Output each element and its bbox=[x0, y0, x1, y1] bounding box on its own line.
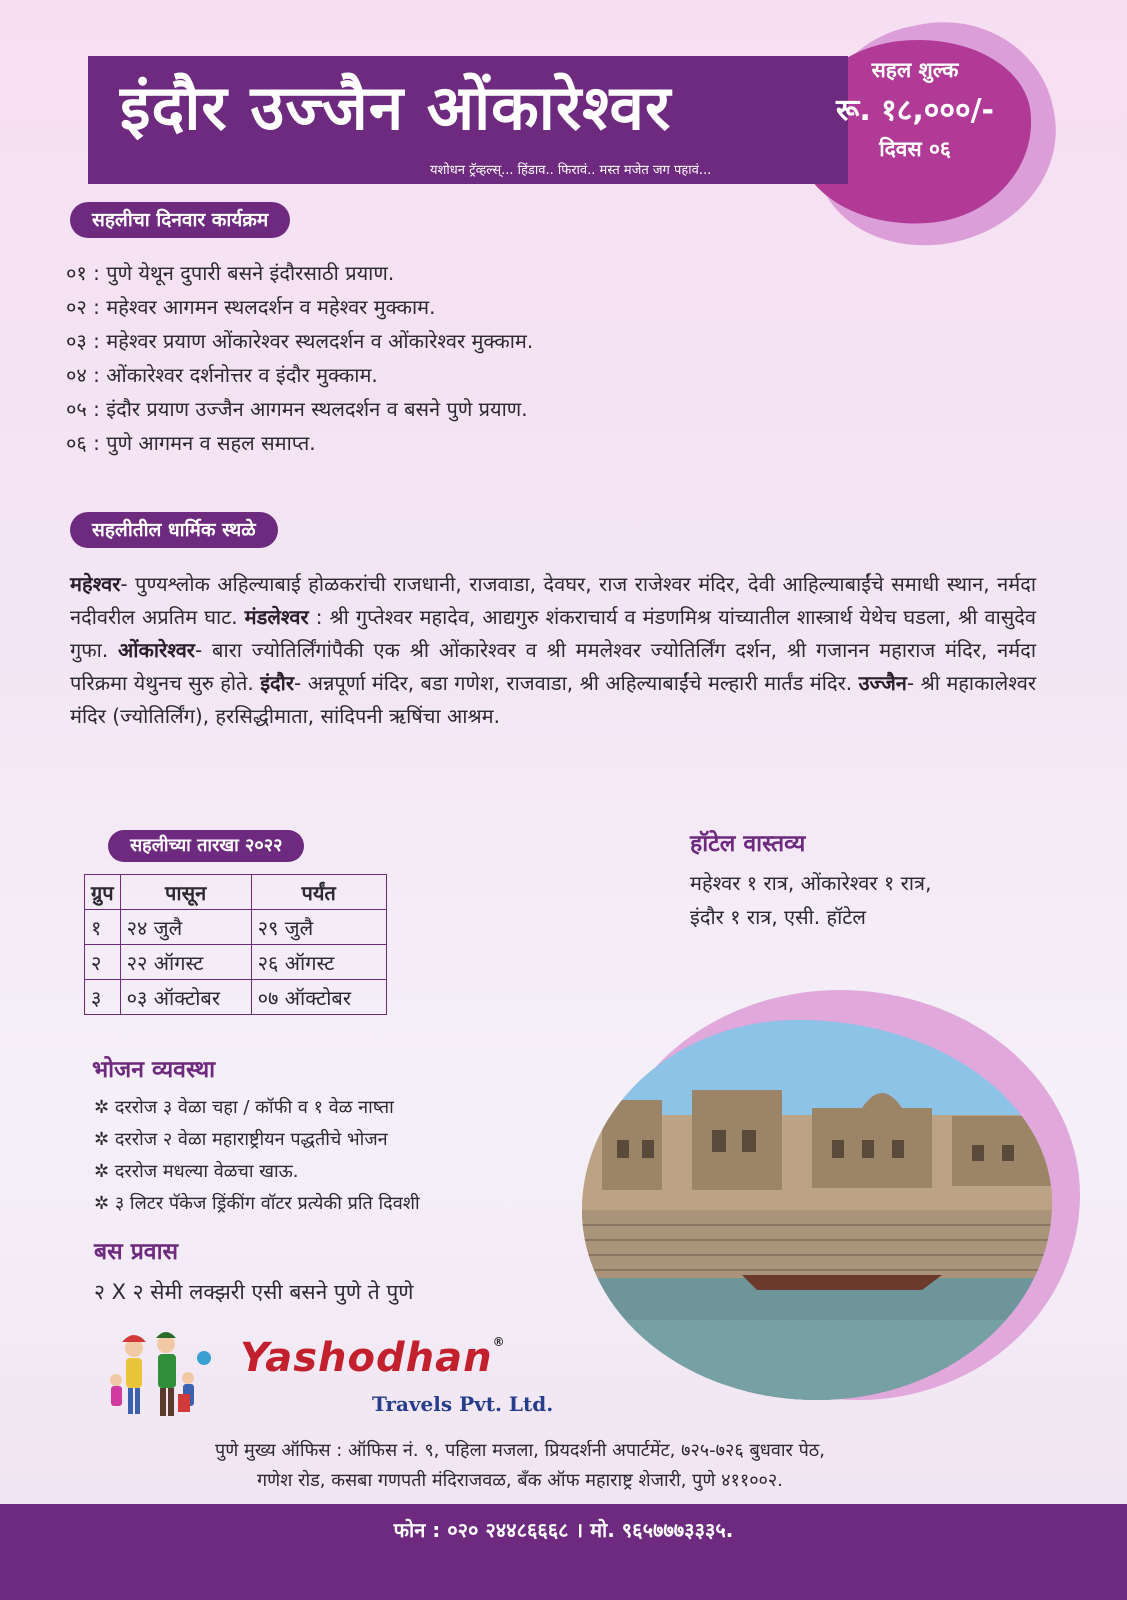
table-row bbox=[85, 945, 387, 980]
table-cell: २ bbox=[85, 945, 121, 980]
hotel-line: इंदौर १ रात्र, एसी. हॉटेल bbox=[690, 905, 866, 929]
itinerary-item: ०४ : ओंकारेश्वर दर्शनोत्तर व इंदौर मुक्काम. bbox=[66, 363, 378, 387]
price-label: सहल शुल्क bbox=[871, 58, 959, 82]
food-list bbox=[94, 1092, 420, 1220]
bus-heading: बस प्रवास bbox=[94, 1239, 179, 1265]
itinerary-item: ०६ : पुणे आगमन व सहल समाप्त. bbox=[66, 431, 316, 455]
bus-details: २ X २ सेमी लक्झरी एसी बसने पुणे ते पुणे bbox=[94, 1280, 414, 1304]
place-name: इंदौर bbox=[260, 671, 295, 695]
table-row bbox=[85, 910, 387, 945]
table-cell: २४ जुलै bbox=[120, 910, 251, 945]
food-item-text: दररोज २ वेळा महाराष्ट्रीयन पद्धतीचे भोजन bbox=[114, 1129, 388, 1150]
place-desc: - बारा ज्योतिर्लिंगांपैकी एक श्री ओंकारेश्वर व श्री ममलेश्वर ज्योतिर्लिंग दर्शन, श्री गजानन महाराज मंदिर, नर्मदा परिक्रमा येथुनच सुरु होते. bbox=[70, 638, 1037, 695]
list-item bbox=[94, 1124, 420, 1156]
table-cell: ३ bbox=[85, 980, 121, 1015]
maheshwar-ghat-photo bbox=[582, 1020, 1052, 1400]
table-cell: २९ जुलै bbox=[251, 910, 386, 945]
food-heading: भोजन व्यवस्था bbox=[92, 1057, 216, 1083]
price-value: रू. १८,०००/- bbox=[836, 93, 994, 128]
hotel-details bbox=[690, 866, 931, 934]
table-cell: २६ ऑगस्ट bbox=[251, 945, 386, 980]
asterisk-icon: ✲ bbox=[94, 1193, 110, 1214]
footer-bar bbox=[0, 1504, 1127, 1600]
page-title: इंदौर उज्जैन ओंकारेश्वर bbox=[120, 71, 672, 144]
column-header: पासून bbox=[120, 875, 251, 910]
place-desc: - श्री महाकालेश्वर मंदिर (ज्योतिर्लिंग), हरसिद्धीमाता, सांदिपनी ऋषिंचा आश्रम. bbox=[70, 671, 1037, 728]
table-cell: १ bbox=[85, 910, 121, 945]
table-cell: २२ ऑगस्ट bbox=[120, 945, 251, 980]
hotel-heading: हॉटेल वास्तव्य bbox=[690, 831, 806, 857]
place-name: उज्जैन bbox=[858, 671, 907, 695]
table-cell: ०३ ऑक्टोबर bbox=[120, 980, 251, 1015]
office-address bbox=[0, 1436, 1040, 1496]
column-header: पर्यंत bbox=[251, 875, 386, 910]
itinerary-heading: सहलीचा दिनवार कार्यक्रम bbox=[70, 202, 290, 238]
food-item-text: दररोज मधल्या वेळचा खाऊ. bbox=[114, 1161, 299, 1182]
hotel-line: महेश्वर १ रात्र, ओंकारेश्वर १ रात्र, bbox=[690, 871, 932, 895]
table-header-row bbox=[85, 875, 387, 910]
place-name: महेश्वर bbox=[70, 572, 121, 596]
address-line: गणेश रोड, कसबा गणपती मंदिराजवळ, बँक ऑफ महाराष्ट्र शेजारी, पुणे ४११००२. bbox=[256, 1470, 783, 1491]
itinerary-item: ०३ : महेश्वर प्रयाण ओंकारेश्वर स्थलदर्शन व ओंकारेश्वर मुक्काम. bbox=[66, 329, 534, 353]
food-item-text: ३ लिटर पॅकेज ड्रिंकींग वॉटर प्रत्येकी प्रति दिवशी bbox=[114, 1193, 420, 1214]
asterisk-icon: ✲ bbox=[94, 1129, 110, 1150]
contact-phone: फोन : ०२० २४४८६६६८ । मो. ९६५७७७३३३५. bbox=[393, 1518, 734, 1542]
dates-heading: सहलीच्या तारखा २०२२ bbox=[108, 830, 304, 862]
itinerary-item: ०१ : पुणे येथून दुपारी बसने इंदौरसाठी प्रयाण. bbox=[66, 261, 395, 285]
column-header: ग्रुप bbox=[85, 875, 121, 910]
list-item bbox=[94, 1092, 420, 1124]
table-row bbox=[85, 980, 387, 1015]
itinerary-list bbox=[66, 256, 533, 460]
asterisk-icon: ✲ bbox=[94, 1097, 110, 1118]
family-illustration-icon bbox=[104, 1330, 214, 1420]
list-item bbox=[94, 1156, 420, 1188]
list-item bbox=[94, 1188, 420, 1220]
place-name: मंडलेश्वर bbox=[244, 605, 309, 629]
itinerary-item: ०५ : इंदौर प्रयाण उज्जैन आगमन स्थलदर्शन व बसने पुणे प्रयाण. bbox=[66, 397, 528, 421]
place-name: ओंकारेश्वर bbox=[118, 638, 195, 662]
logo-wordmark: Yashodhan bbox=[240, 1335, 493, 1381]
dates-table bbox=[84, 874, 387, 1015]
company-logo bbox=[240, 1335, 506, 1381]
place-desc: - अन्नपूर्णा मंदिर, बडा गणेश, राजवाडा, श्री अहिल्याबाईंचे मल्हारी मार्तंड मंदिर. bbox=[294, 671, 859, 695]
places-heading: सहलीतील धार्मिक स्थळे bbox=[70, 512, 278, 548]
asterisk-icon: ✲ bbox=[94, 1161, 110, 1182]
itinerary-item: ०२ : महेश्वर आगमन स्थलदर्शन व महेश्वर मुक्काम. bbox=[66, 295, 436, 319]
address-line: पुणे मुख्य ऑफिस : ऑफिस नं. ९, पहिला मजला, प्रियदर्शनी अपार्टमेंट, ७२५-७२६ बुधवार पेठ, bbox=[215, 1440, 825, 1461]
ghat-illustration bbox=[582, 1020, 1052, 1400]
food-item-text: दररोज ३ वेळा चहा / कॉफी व १ वेळ नाष्ता bbox=[114, 1097, 394, 1118]
company-subtitle: Travels Pvt. Ltd. bbox=[372, 1392, 554, 1416]
place-desc: - पुण्यश्लोक अहिल्याबाई होळकरांची राजधानी, राजवाडा, देवघर, राज राजेश्वर मंदिर, देवी आहिल्याबाईंचे समाधी स्थान, नर्मदा नदीवरील अप्रतिम घाट. bbox=[70, 572, 1036, 629]
registered-mark: ® bbox=[492, 1335, 506, 1349]
duration-days: दिवस ०६ bbox=[879, 137, 951, 161]
tagline: यशोधन ट्रॅव्हल्स्... हिंडाव.. फिरावं.. मस्त मजेत जग पहावं... bbox=[430, 163, 712, 178]
places-paragraph bbox=[70, 568, 1036, 733]
price-box bbox=[815, 56, 1015, 163]
table-cell: ०७ ऑक्टोबर bbox=[251, 980, 386, 1015]
place-desc: : श्री गुप्तेश्वर महादेव, आद्यगुरु शंकराचार्य व मंडणमिश्र यांच्यातील शास्त्रार्थ येथेच घडला, श्री वासुदेव गुफा. bbox=[70, 605, 1037, 662]
